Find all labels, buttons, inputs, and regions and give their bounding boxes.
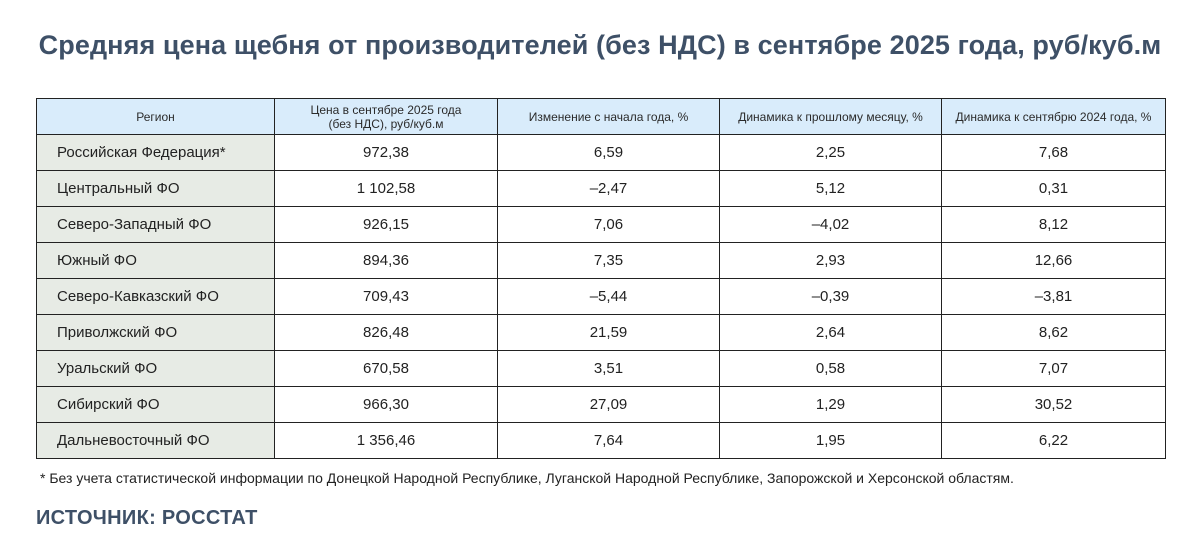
ytd-change-cell: 21,59 [498, 315, 720, 351]
table-row [37, 171, 1166, 207]
column-header-region: Регион [37, 99, 275, 135]
column-header-ytd-change: Изменение с начала года, % [498, 99, 720, 135]
table-row [37, 207, 1166, 243]
table-row [37, 387, 1166, 423]
table-body [37, 135, 1166, 459]
price-cell: 1 356,46 [275, 423, 498, 459]
ytd-change-cell: –2,47 [498, 171, 720, 207]
yoy-change-cell: 0,31 [942, 171, 1166, 207]
region-cell: Центральный ФО [37, 171, 275, 207]
table-row [37, 279, 1166, 315]
table-row [37, 351, 1166, 387]
price-cell: 1 102,58 [275, 171, 498, 207]
region-cell: Приволжский ФО [37, 315, 275, 351]
yoy-change-cell: 7,07 [942, 351, 1166, 387]
region-cell: Российская Федерация* [37, 135, 275, 171]
ytd-change-cell: –5,44 [498, 279, 720, 315]
price-cell: 826,48 [275, 315, 498, 351]
region-cell: Дальневосточный ФО [37, 423, 275, 459]
header-row [37, 99, 1166, 135]
yoy-change-cell: 6,22 [942, 423, 1166, 459]
table-row [37, 315, 1166, 351]
region-cell: Южный ФО [37, 243, 275, 279]
ytd-change-cell: 6,59 [498, 135, 720, 171]
yoy-change-cell: 8,12 [942, 207, 1166, 243]
yoy-change-cell: 12,66 [942, 243, 1166, 279]
price-cell: 966,30 [275, 387, 498, 423]
column-header-yoy-change: Динамика к сентябрю 2024 года, % [942, 99, 1166, 135]
mom-change-cell: 2,25 [720, 135, 942, 171]
mom-change-cell: 5,12 [720, 171, 942, 207]
region-cell: Северо-Западный ФО [37, 207, 275, 243]
yoy-change-cell: 8,62 [942, 315, 1166, 351]
price-cell: 972,38 [275, 135, 498, 171]
ytd-change-cell: 7,06 [498, 207, 720, 243]
mom-change-cell: –4,02 [720, 207, 942, 243]
region-cell: Уральский ФО [37, 351, 275, 387]
ytd-change-cell: 7,64 [498, 423, 720, 459]
price-cell: 926,15 [275, 207, 498, 243]
page-title: Средняя цена щебня от производителей (без НДС) в сентябре 2025 года, руб/куб.м [38, 30, 1162, 60]
price-cell: 894,36 [275, 243, 498, 279]
yoy-change-cell: 30,52 [942, 387, 1166, 423]
mom-change-cell: 2,93 [720, 243, 942, 279]
column-header-mom-change: Динамика к прошлому месяцу, % [720, 99, 942, 135]
table-header [37, 99, 1166, 135]
ytd-change-cell: 27,09 [498, 387, 720, 423]
yoy-change-cell: –3,81 [942, 279, 1166, 315]
price-table [36, 98, 1166, 459]
mom-change-cell: 1,95 [720, 423, 942, 459]
ytd-change-cell: 3,51 [498, 351, 720, 387]
table-row [37, 135, 1166, 171]
footnote: * Без учета статистической информации по Донецкой Народной Республике, Луганской Народной Республике, Запорожской и Херсонской областям. [40, 470, 1014, 486]
region-cell: Сибирский ФО [37, 387, 275, 423]
mom-change-cell: 2,64 [720, 315, 942, 351]
mom-change-cell: –0,39 [720, 279, 942, 315]
price-cell: 670,58 [275, 351, 498, 387]
mom-change-cell: 0,58 [720, 351, 942, 387]
region-cell: Северо-Кавказский ФО [37, 279, 275, 315]
yoy-change-cell: 7,68 [942, 135, 1166, 171]
table-row [37, 243, 1166, 279]
table-row [37, 423, 1166, 459]
column-header-price: Цена в сентябре 2025 года (без НДС), руб/куб.м [275, 99, 498, 135]
price-cell: 709,43 [275, 279, 498, 315]
source-label: ИСТОЧНИК: РОССТАТ [36, 507, 258, 529]
mom-change-cell: 1,29 [720, 387, 942, 423]
ytd-change-cell: 7,35 [498, 243, 720, 279]
